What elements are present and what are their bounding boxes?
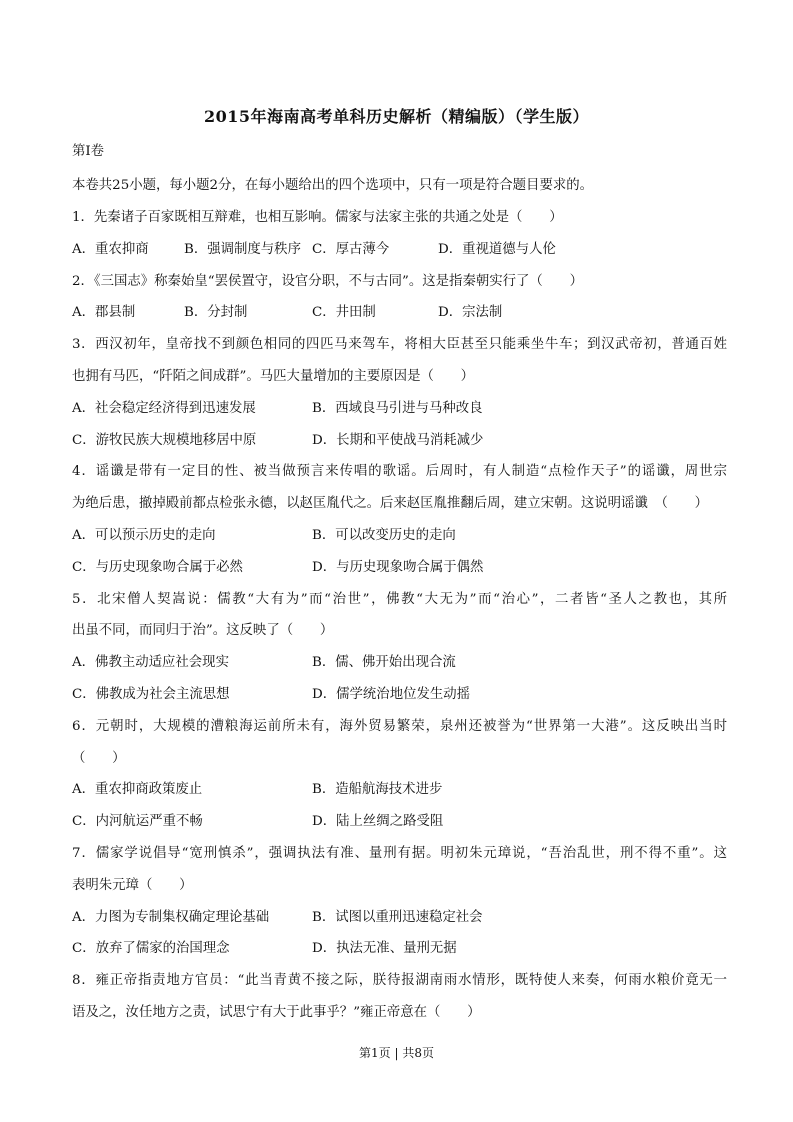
question-8-text-line: 8．雍正帝指责地方官员：“此当青黄不接之际，朕待报湖南雨水情形，既特使人来奏，何雨水粮价竟无一 <box>72 973 727 988</box>
question-6-option: D．陆上丝绸之路受阻 <box>312 814 444 829</box>
question-4-option: B．可以改变历史的走向 <box>312 528 456 543</box>
question-5-option: A．佛教主动适应社会现实 <box>72 655 229 670</box>
question-6-text-line: 6．元朝时，大规模的漕粮海运前所未有，海外贸易繁荣，泉州还被誉为“世界第一大港”。这反映出当时 <box>72 719 727 734</box>
question-6-options-row <box>72 812 727 832</box>
question-5-options-row <box>72 685 727 705</box>
question-4-option: C．与历史现象吻合属于必然 <box>72 560 243 575</box>
question-6-options-row <box>72 780 727 800</box>
section-heading: 第Ⅰ卷 <box>72 144 105 159</box>
question-8-text-line: 语及之，汝任地方之责，试思宁有大于此事乎？”雍正帝意在（ ） <box>72 1005 481 1020</box>
question-6-option: A．重农抑商政策废止 <box>72 782 203 797</box>
question-1-option: C．厚古薄今 <box>312 242 390 257</box>
page-title: 2015年海南高考单科历史解析（精编版）（学生版） <box>203 107 590 126</box>
question-7-option: A．力图为专制集权确定理论基础 <box>72 910 270 925</box>
question-6-option: C．内河航运严重不畅 <box>72 814 203 829</box>
question-7-text-line: 7．儒家学说倡导“宽刑慎杀”，强调执法有准、量刑有据。明初朱元璋说，“吾治乱世，刑不得不重”。这 <box>72 846 727 861</box>
question-4-text-line: 为绝后患，撤掉殿前都点检张永德，以赵匡胤代之。后来赵匡胤推翻后周，建立宋朝。这说明谣谶 （ ） <box>72 496 709 511</box>
question-3-option: B．西域良马引进与马种改良 <box>312 401 483 416</box>
question-5-option: D．儒学统治地位发生动摇 <box>312 687 471 702</box>
question-7-text-line: 表明朱元璋（ ） <box>72 878 193 893</box>
question-2-options-row <box>72 303 727 323</box>
question-2-option: C．井田制 <box>312 305 376 320</box>
question-2-option: B．分封制 <box>184 305 248 320</box>
instructions: 本卷共25小题，每小题2分，在每小题给出的四个选项中，只有一项是符合题目要求的。 <box>72 178 594 193</box>
question-3-option: C．游牧民族大规模地移居中原 <box>72 433 257 448</box>
question-5-options-row <box>72 653 727 673</box>
question-2-option: D．宗法制 <box>438 305 503 320</box>
question-4-options-row <box>72 526 727 546</box>
question-1-options-row <box>72 240 727 260</box>
question-7-option: D．执法无准、量刑无据 <box>312 941 457 956</box>
question-5-text-line: 出虽不同，而同归于治”。这反映了（ ） <box>72 623 334 638</box>
question-3-options-row <box>72 399 727 419</box>
question-1-text-line: 1．先秦诸子百家既相互辩难，也相互影响。儒家与法家主张的共通之处是（ ） <box>72 210 563 225</box>
question-7-option: B．试图以重刑迅速稳定社会 <box>312 910 483 925</box>
question-5-option: C．佛教成为社会主流思想 <box>72 687 230 702</box>
question-7-options-row <box>72 908 727 928</box>
question-7-options-row <box>72 939 727 959</box>
question-7-option: C．放弃了儒家的治国理念 <box>72 941 230 956</box>
question-4-options-row <box>72 558 727 578</box>
question-3-options-row <box>72 431 727 451</box>
question-1-option: A．重农抑商 <box>72 242 149 257</box>
question-3-option: D．长期和平使战马消耗减少 <box>312 433 484 448</box>
question-3-text-line: 3．西汉初年，皇帝找不到颜色相同的四匹马来驾车，将相大臣甚至只能乘坐牛车；到汉武帝初，普通百姓 <box>72 337 727 352</box>
question-3-option: A．社会稳定经济得到迅速发展 <box>72 401 256 416</box>
question-4-option: A．可以预示历史的走向 <box>72 528 216 543</box>
question-1-option: D．重视道德与人伦 <box>438 242 556 257</box>
question-6-text-line: （ ） <box>72 751 126 766</box>
question-6-option: B．造船航海技术进步 <box>312 782 443 797</box>
question-1-option: B．强调制度与秩序 <box>184 242 301 257</box>
question-2-text-line: 2．《三国志》称秦始皇“罢侯置守，设官分职，不与古同”。这是指秦朝实行了（ ） <box>72 274 583 289</box>
question-4-option: D．与历史现象吻合属于偶然 <box>312 560 484 575</box>
question-4-text-line: 4．谣谶是带有一定目的性、被当做预言来传唱的歌谣。后周时，有人制造“点检作天子”的谣谶，周世宗 <box>72 464 727 479</box>
question-5-option: B．儒、佛开始出现合流 <box>312 655 456 670</box>
question-2-option: A．郡县制 <box>72 305 136 320</box>
page-footer: 第1页 | 共8页 <box>359 1046 434 1060</box>
question-3-text-line: 也拥有马匹，“阡陌之间成群”。马匹大量增加的主要原因是（ ） <box>72 369 475 384</box>
question-5-text-line: 5．北宋僧人契嵩说：儒教“大有为”而“治世”，佛教“大无为”而“治心”，二者皆“圣人之教也，其所 <box>72 592 727 607</box>
